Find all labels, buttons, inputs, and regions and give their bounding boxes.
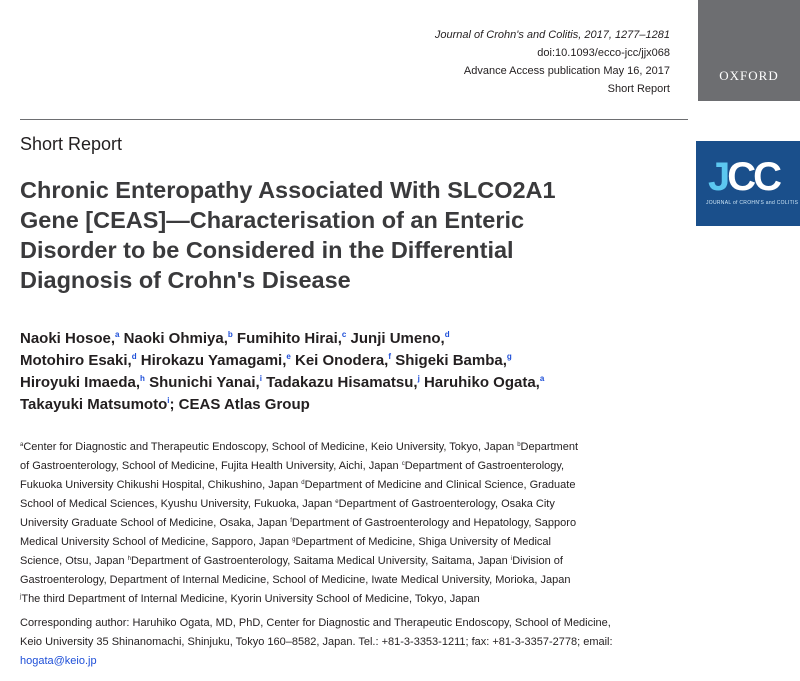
- title-line: Diagnosis of Crohn's Disease: [20, 267, 351, 293]
- affiliation-text: Department of Gastroenterology and Hepatology, Sapporo: [291, 517, 577, 529]
- affiliation-text: Department of Medicine, Shiga University of Medical: [295, 536, 551, 548]
- affiliation-line: [20, 514, 688, 533]
- doi-line: doi:10.1093/ecco-jcc/jjx068: [537, 47, 670, 59]
- affiliation-mark: g: [292, 537, 296, 543]
- author-name: Tadakazu Hisamatsu,: [266, 374, 418, 391]
- author-name: Naoki Ohmiya,: [123, 330, 228, 347]
- title-line: Chronic Enteropathy Associated With SLCO2A1: [20, 177, 556, 203]
- header-divider: [20, 119, 688, 120]
- affiliation-line: [20, 571, 688, 590]
- affiliation-line: [20, 495, 688, 514]
- author-affiliation-mark: i: [259, 374, 262, 383]
- affiliation-text: Center for Diagnostic and Therapeutic Endoscopy, School of Medicine, Keio University, Tokyo, Japan: [23, 441, 518, 453]
- affiliation-text: The third Department of Internal Medicine, Kyorin University School of Medicine, Tokyo, Japan: [21, 593, 480, 605]
- affiliation-mark: f: [290, 518, 292, 524]
- author-name: Hiroyuki Imaeda,: [20, 374, 141, 391]
- author-affiliation-mark: g: [506, 352, 512, 361]
- author-name: Motohiro Esaki,: [20, 352, 132, 369]
- affiliation-text: Science, Otsu, Japan: [20, 555, 128, 567]
- journal-citation: [435, 26, 670, 98]
- author-affiliation-mark: f: [388, 352, 392, 361]
- jcc-logo-subtitle: JOURNAL of CROHN'S and COLITIS: [706, 200, 799, 206]
- affiliation-line: [20, 552, 688, 571]
- author-affiliation-mark: i: [167, 396, 170, 405]
- oxford-logo: [698, 0, 800, 101]
- correspondence-line: Corresponding author: Haruhiko Ogata, MD, PhD, Center for Diagnostic and Therapeutic Endoscopy, School of Medicine,: [20, 617, 611, 629]
- affiliation-text: Department: [520, 441, 579, 453]
- email-link[interactable]: hogata@keio.jp: [20, 655, 97, 667]
- correspondence-line: Keio University 35 Shinanomachi, Shinjuku, Tokyo 160–8582, Japan. Tel.: +81-3-3353-1211; fax: +81-3-3357-2778; email:: [20, 636, 613, 648]
- affiliation-line: [20, 533, 688, 552]
- author-affiliation-mark: b: [227, 330, 233, 339]
- affiliation-text: of Gastroenterology, School of Medicine, Fujita Health University, Aichi, Japan: [20, 460, 402, 472]
- affiliation-mark: j: [20, 594, 22, 600]
- affiliation-text: Department of Gastroenterology, Osaka City: [338, 498, 555, 510]
- author-name: Kei Onodera,: [295, 352, 389, 369]
- title-line: Disorder to be Considered in the Differential: [20, 237, 514, 263]
- author-affiliation-mark: d: [444, 330, 450, 339]
- author-line: [20, 350, 700, 372]
- author-affiliation-mark: d: [131, 352, 137, 361]
- affiliation-mark: b: [517, 442, 521, 448]
- author-affiliation-mark: c: [341, 330, 347, 339]
- affiliation-text: University Graduate School of Medicine, Osaka, Japan: [20, 517, 291, 529]
- author-name: Takayuki Matsumoto: [20, 396, 168, 413]
- author-name: Hirokazu Yamagami,: [140, 352, 287, 369]
- author-name: Junji Umeno,: [350, 330, 445, 347]
- group-author-name: ; CEAS Atlas Group: [169, 396, 310, 413]
- affiliation-line: [20, 457, 688, 476]
- author-name: Shigeki Bamba,: [395, 352, 507, 369]
- affiliation-text: Gastroenterology, Department of Internal Medicine, School of Medicine, Iwate Medical University, Morioka, Japan: [20, 574, 571, 586]
- article-title: [20, 175, 700, 295]
- affiliation-text: School of Medical Sciences, Kyushu University, Fukuoka, Japan: [20, 498, 336, 510]
- affiliation-mark: e: [335, 499, 339, 505]
- author-line: [20, 394, 700, 416]
- author-name: Fumihito Hirai,: [236, 330, 342, 347]
- affiliation-line: [20, 590, 688, 609]
- publication-date-line: Advance Access publication May 16, 2017: [463, 65, 670, 77]
- section-label: Short Report: [20, 134, 123, 154]
- author-affiliation-mark: h: [140, 374, 145, 383]
- author-name: Naoki Hosoe,: [20, 330, 116, 347]
- affiliation-mark: h: [127, 556, 131, 562]
- author-line: [20, 372, 700, 394]
- affiliation-text: Department of Medicine and Clinical Science, Graduate: [304, 479, 576, 491]
- author-line: [20, 328, 700, 350]
- author-affiliation-mark: e: [286, 352, 291, 361]
- author-name: Shunichi Yanai,: [149, 374, 260, 391]
- affiliation-text: Department of Gastroenterology,: [404, 460, 565, 472]
- affiliation-mark: a: [20, 442, 24, 448]
- affiliation-text: Medical University School of Medicine, Sapporo, Japan: [20, 536, 293, 548]
- author-list: [20, 328, 700, 416]
- affiliation-mark: i: [510, 556, 513, 562]
- journal-citation-line: Journal of Crohn's and Colitis, 2017, 1277–1281: [434, 29, 670, 41]
- affiliation-line: [20, 476, 688, 495]
- jcc-logo: [696, 141, 800, 226]
- article-type-line: Short Report: [607, 83, 670, 95]
- affiliation-text: Department of Gastroenterology, Saitama Medical University, Saitama, Japan: [130, 555, 511, 567]
- affiliation-text: Division of: [512, 555, 563, 567]
- author-affiliation-mark: j: [417, 374, 420, 383]
- affiliation-mark: d: [301, 480, 305, 486]
- author-affiliation-mark: a: [115, 330, 120, 339]
- affiliation-mark: c: [401, 461, 405, 467]
- oxford-logo-text: OXFORD: [719, 67, 779, 83]
- affiliation-text: Fukuoka University Chikushi Hospital, Chikushino, Japan: [20, 479, 302, 491]
- title-line: Gene [CEAS]—Characterisation of an Enteric: [20, 207, 525, 233]
- author-affiliation-mark: a: [539, 374, 545, 383]
- author-name: Haruhiko Ogata,: [423, 374, 540, 391]
- correspondence: [20, 614, 688, 671]
- jcc-logo-letters: JCC: [708, 155, 780, 199]
- affiliations: [20, 438, 688, 609]
- affiliation-line: [20, 438, 688, 457]
